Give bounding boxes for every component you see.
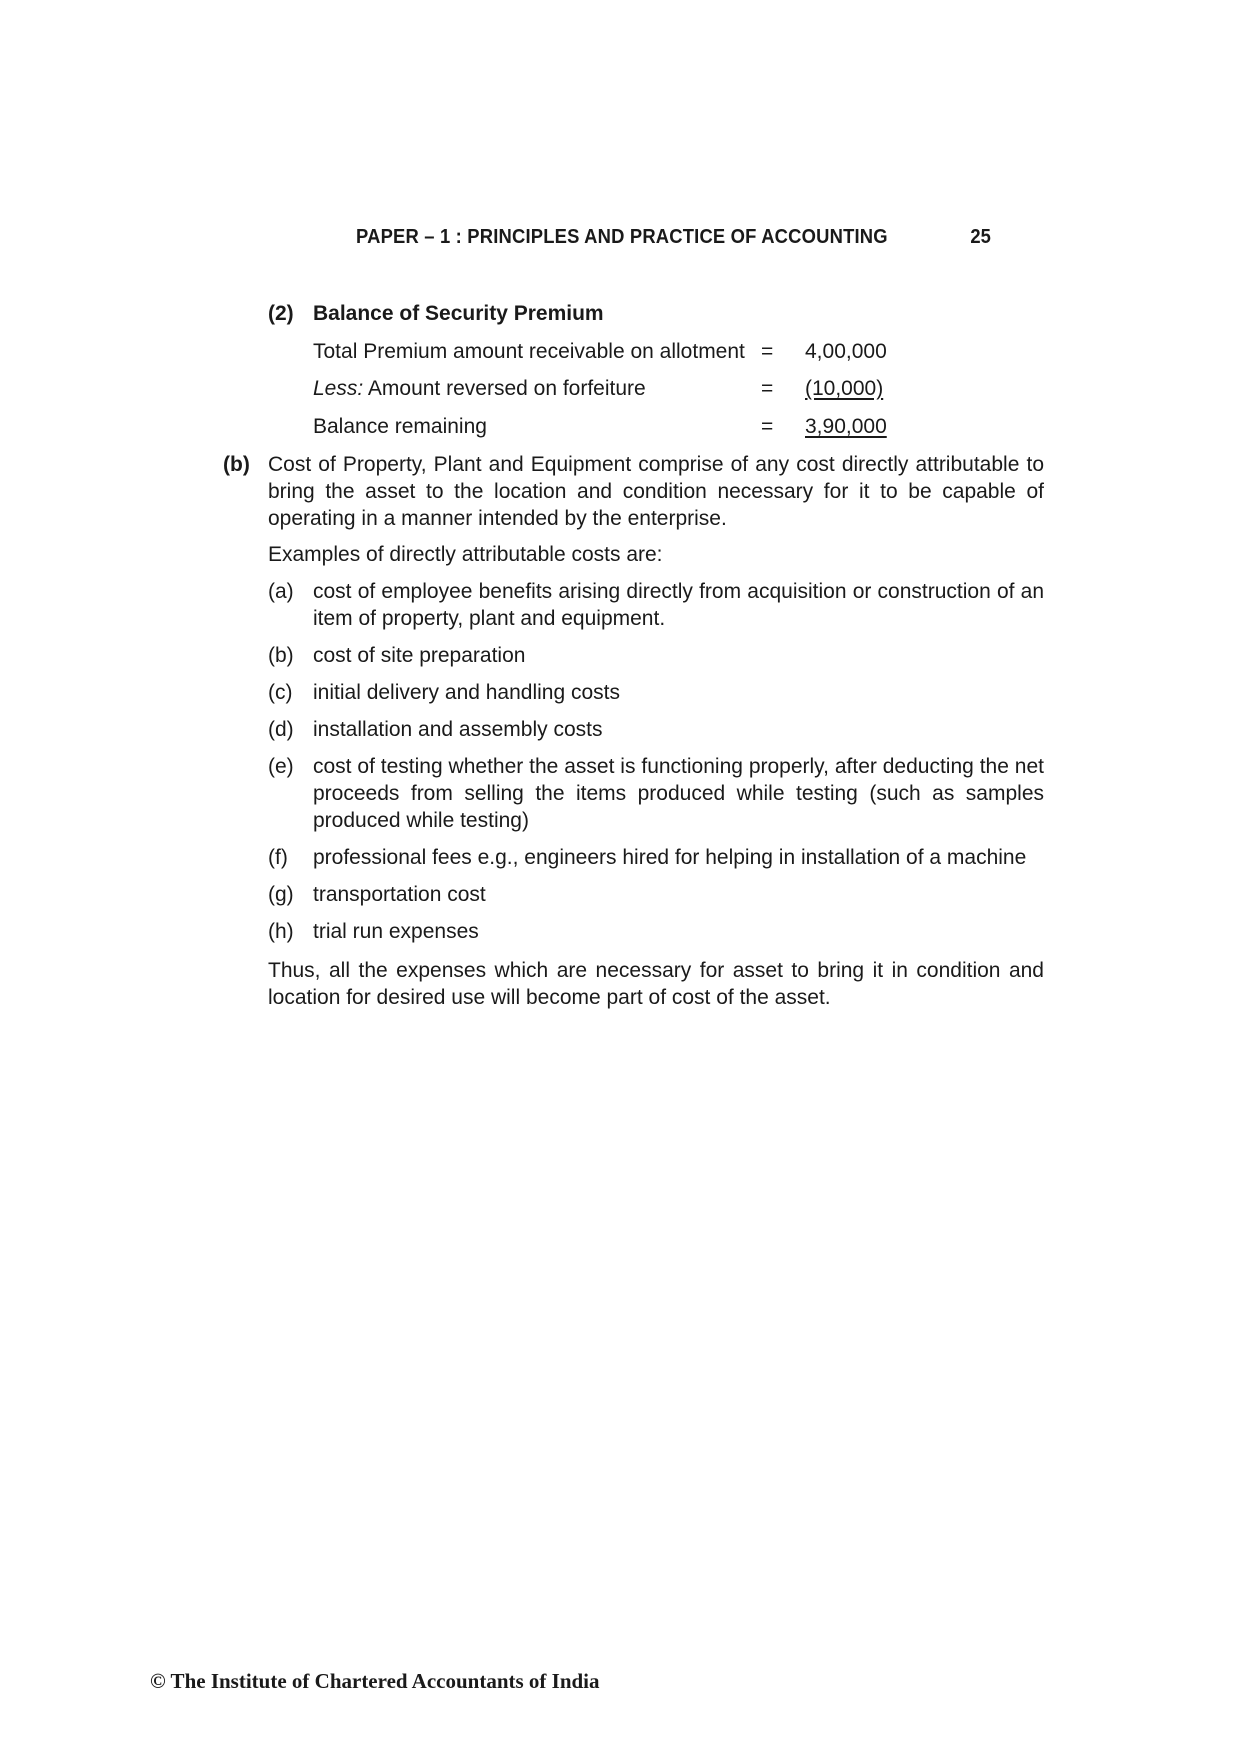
list-marker: (f) — [268, 846, 288, 869]
list-text: trial run expenses — [313, 920, 479, 943]
list-text: initial delivery and handling costs — [313, 681, 621, 704]
calc-row-amount: (10,000) — [805, 377, 884, 400]
section-2-label: (2) — [268, 302, 294, 325]
list-text: cost of testing whether the asset is functioning properly, after deducting the net proceeds from selling the items produced while testing (such as samples produced while testing) — [313, 755, 1044, 832]
calc-row-desc — [313, 375, 646, 402]
list-text: cost of site preparation — [313, 644, 526, 667]
less-prefix: Less: — [313, 377, 364, 400]
list-item — [268, 844, 1044, 871]
closing-paragraph: Thus, all the expenses which are necessary for asset to bring it in condition and location for desired use will become part of cost of the asset. — [268, 959, 1044, 1009]
part-b-intro: Cost of Property, Plant and Equipment comprise of any cost directly attributable to bring the asset to the location and condition necessary for it to be capable of operating in a manner intended by the enterprise. — [268, 453, 1044, 530]
list-item — [268, 918, 1044, 945]
calc-row-equals: = — [761, 340, 774, 363]
part-b-label: (b) — [223, 453, 250, 476]
examples-list — [268, 578, 1044, 955]
calc-row-amount: 3,90,000 — [805, 415, 887, 438]
calc-row-total-premium — [313, 338, 913, 365]
section-2-title: Balance of Security Premium — [313, 302, 604, 325]
list-item — [268, 881, 1044, 908]
list-item — [268, 642, 1044, 669]
calc-row-equals: = — [761, 415, 774, 438]
list-item — [268, 578, 1044, 632]
calc-row-desc-text: Amount reversed on forfeiture — [367, 377, 646, 400]
list-item — [268, 679, 1044, 706]
calc-row-desc: Balance remaining — [313, 415, 487, 438]
page-header — [356, 226, 991, 249]
list-marker: (h) — [268, 920, 294, 943]
list-marker: (g) — [268, 883, 294, 906]
list-marker: (b) — [268, 644, 294, 667]
list-marker: (d) — [268, 718, 294, 741]
examples-intro: Examples of directly attributable costs are: — [268, 543, 663, 566]
list-marker: (c) — [268, 681, 293, 704]
calc-row-balance-remaining — [313, 413, 913, 440]
page-title: PAPER – 1 : PRINCIPLES AND PRACTICE OF ACCOUNTING — [356, 226, 888, 248]
list-marker: (a) — [268, 580, 294, 603]
list-text: cost of employee benefits arising directly from acquisition or construction of an item of property, plant and equipment. — [313, 580, 1044, 630]
list-marker: (e) — [268, 755, 294, 778]
calc-row-less-reversed — [313, 375, 913, 402]
footer-copyright: © The Institute of Chartered Accountants of India — [150, 1669, 600, 1693]
list-text: professional fees e.g., engineers hired for helping in installation of a machine — [313, 846, 1027, 869]
list-item — [268, 753, 1044, 834]
calc-row-equals: = — [761, 377, 774, 400]
list-text: installation and assembly costs — [313, 718, 603, 741]
calc-row-amount: 4,00,000 — [805, 340, 887, 363]
list-text: transportation cost — [313, 883, 486, 906]
page-number: 25 — [970, 226, 991, 248]
list-item — [268, 716, 1044, 743]
calc-row-desc: Total Premium amount receivable on allotment — [313, 340, 745, 363]
